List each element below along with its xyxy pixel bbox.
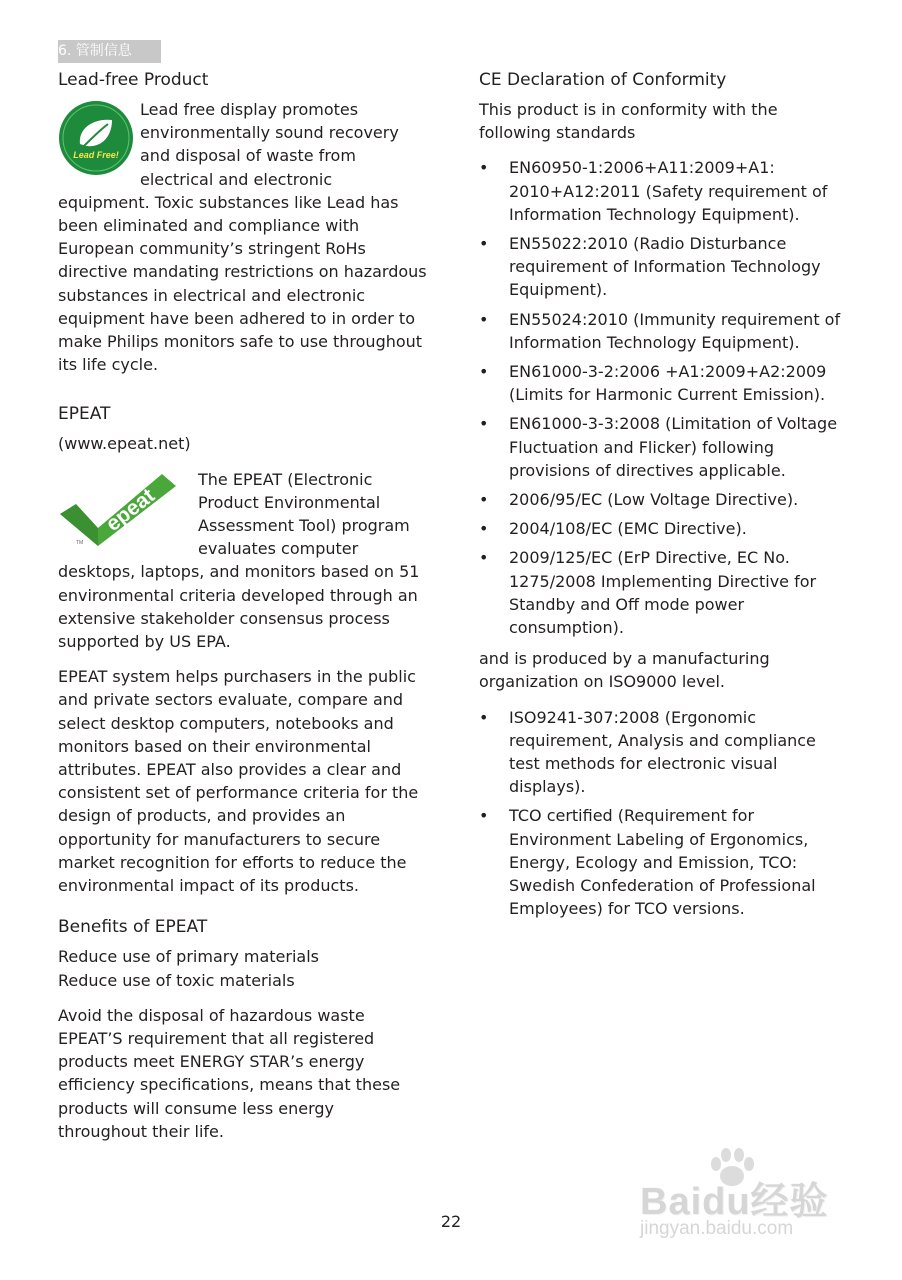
lead-free-text: Lead free display promotes environmentally sound recovery and disposal of waste from electrical and electronic equipment. Toxic substances like Lead has been eliminated and compliance with European community’s stringent RoHs directive mandating restrictions on hazardous substances in electrical and electronic equipment have been adhered to in order to make Philips monitors safe to use throughout its life cycle. xyxy=(58,100,427,375)
benefits-text: Avoid the disposal of hazardous waste EPEAT’S requirement that all registered products meet ENERGY STAR’s energy efficiency specifications, means that these products will consume less energy throughout their life. xyxy=(58,1005,401,1141)
epeat-url: (www.epeat.net) xyxy=(58,434,191,454)
list-item: • EN61000-3-3:2008 (Limitation of Voltage Fluctuation and Flicker) following provisions of directives applicable. xyxy=(479,414,838,480)
list-item: • 2004/108/EC (EMC Directive). xyxy=(479,519,747,539)
lead-free-title: Lead-free Product xyxy=(58,70,209,90)
watermark-brand: Baidu经验 xyxy=(640,1181,829,1223)
left-column xyxy=(58,68,428,1155)
benefits-line-2: Reduce use of toxic materials xyxy=(58,970,295,990)
list-item: • ISO9241-307:2008 (Ergonomic requirement, Analysis and compliance test methods for electronic visual displays). xyxy=(479,707,816,797)
baidu-watermark xyxy=(636,1148,852,1248)
list-item: • 2006/95/EC (Low Voltage Directive). xyxy=(479,490,799,510)
list-item: • TCO certified (Requirement for Environment Labeling of Ergonomics, Energy, Ecology and Emission, TCO: Swedish Confederation of Professional Employees) for TCO versions. xyxy=(479,806,816,919)
list-item: • EN61000-3-2:2006 +A1:2009+A2:2009 (Limits for Harmonic Current Emission). xyxy=(479,362,827,405)
right-column xyxy=(479,68,851,929)
epeat-text: The EPEAT (Electronic Product Environmental Assessment Tool) program evaluates computer desktops, laptops, and monitors based on 51 environmental criteria developed through an extensive stakeholder consensus process supported by US EPA. xyxy=(58,469,420,652)
lead-free-section xyxy=(58,98,428,376)
section-tab: 6. 管制信息 xyxy=(58,40,161,63)
epeat-logo-icon xyxy=(58,474,182,552)
epeat-title: EPEAT xyxy=(58,404,111,425)
ce-manufacturing-text: and is produced by a manufacturing organization on ISO9000 level. xyxy=(479,649,770,692)
list-item: • 2009/125/EC (ErP Directive, EC No. 1275/2008 Implementing Directive for Standby and Off mode power consumption). xyxy=(479,548,817,638)
epeat-logo-tm: TM xyxy=(76,539,84,546)
epeat-logo-text: epeat xyxy=(101,483,160,536)
ce-title: CE Declaration of Conformity xyxy=(479,70,727,90)
list-item: • EN60950-1:2006+A11:2009+A1: 2010+A12:2011 (Safety requirement of Information Technology Equipment). xyxy=(479,158,828,224)
ce-extra-list xyxy=(479,706,851,921)
ce-standards-list xyxy=(479,156,851,639)
epeat-text-2: EPEAT system helps purchasers in the public and private sectors evaluate, compare and select desktop computers, notebooks and monitors based on their environmental attributes. EPEAT also provides a clear and consistent set of performance criteria for the design of products, and provides an opportunity for manufacturers to secure market recognition for efforts to reduce the environmental impact of its products. xyxy=(58,667,419,896)
benefits-title: Benefits of EPEAT xyxy=(58,917,208,938)
epeat-section xyxy=(58,468,428,654)
ce-intro: This product is in conformity with the following standards xyxy=(479,100,778,143)
lead-free-badge-label: Lead Free! xyxy=(73,150,119,160)
list-item: • EN55022:2010 (Radio Disturbance requirement of Information Technology Equipment). xyxy=(479,234,821,300)
page-number: 22 xyxy=(440,1212,462,1231)
lead-free-badge-icon xyxy=(58,100,134,176)
list-item: • EN55024:2010 (Immunity requirement of Information Technology Equipment). xyxy=(479,309,841,352)
watermark-url: jingyan.baidu.com xyxy=(640,1218,794,1239)
benefits-line-1: Reduce use of primary materials xyxy=(58,947,319,967)
